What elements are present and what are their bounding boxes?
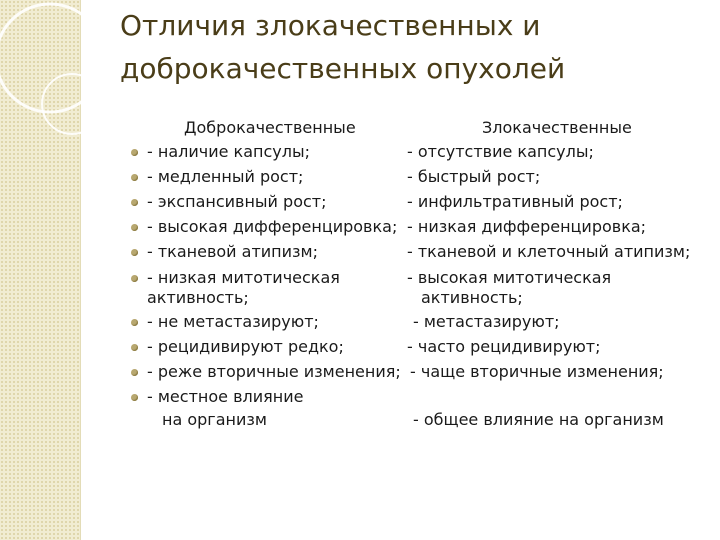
benign-text: - медленный рост;: [147, 167, 304, 186]
malignant-text: - часто рецидивируют;: [407, 337, 601, 356]
benign-text-continued: активность;: [147, 288, 249, 307]
benign-text: - тканевой атипизм;: [147, 242, 319, 261]
malignant-text-continued: активность;: [421, 288, 523, 307]
bullet-icon: [131, 344, 138, 351]
bullet-icon: [131, 275, 138, 282]
malignant-text: - метастазируют;: [413, 312, 560, 331]
malignant-text: - тканевой и клеточный атипизм;: [407, 242, 691, 261]
benign-text: - реже вторичные изменения;: [147, 362, 401, 381]
title-line-2: доброкачественных опухолей: [120, 52, 566, 85]
benign-text: - высокая дифференцировка;: [147, 217, 398, 236]
malignant-text: - чаще вторичные изменения;: [410, 362, 664, 381]
malignant-text: - инфильтративный рост;: [407, 192, 623, 211]
malignant-text: - низкая дифференцировка;: [407, 217, 647, 236]
column-headers: [0, 118, 720, 140]
benign-text-continued: на организм: [162, 410, 267, 429]
bullet-icon: [131, 199, 138, 206]
malignant-text: - общее влияние на организм: [413, 410, 664, 429]
bullet-icon: [131, 369, 138, 376]
benign-text: - низкая митотическая: [147, 268, 340, 287]
benign-text: - местное влияние: [147, 387, 304, 406]
bullet-icon: [131, 319, 138, 326]
bullet-icon: [131, 224, 138, 231]
slide-title: [120, 4, 680, 90]
benign-text: - наличие капсулы;: [147, 142, 310, 161]
bullet-icon: [131, 174, 138, 181]
malignant-text: - высокая митотическая: [407, 268, 612, 287]
bullet-icon: [131, 249, 138, 256]
benign-text: - не метастазируют;: [147, 312, 319, 331]
bullet-icon: [131, 149, 138, 156]
benign-text: - экспансивный рост;: [147, 192, 327, 211]
malignant-text: - отсутствие капсулы;: [407, 142, 594, 161]
benign-text: - рецидивируют редко;: [147, 337, 344, 356]
header-malignant: Злокачественные: [482, 118, 632, 137]
title-line-1: Отличия злокачественных и: [120, 9, 541, 42]
malignant-text: - быстрый рост;: [407, 167, 541, 186]
header-benign: Доброкачественные: [184, 118, 356, 137]
bullet-icon: [131, 394, 138, 401]
